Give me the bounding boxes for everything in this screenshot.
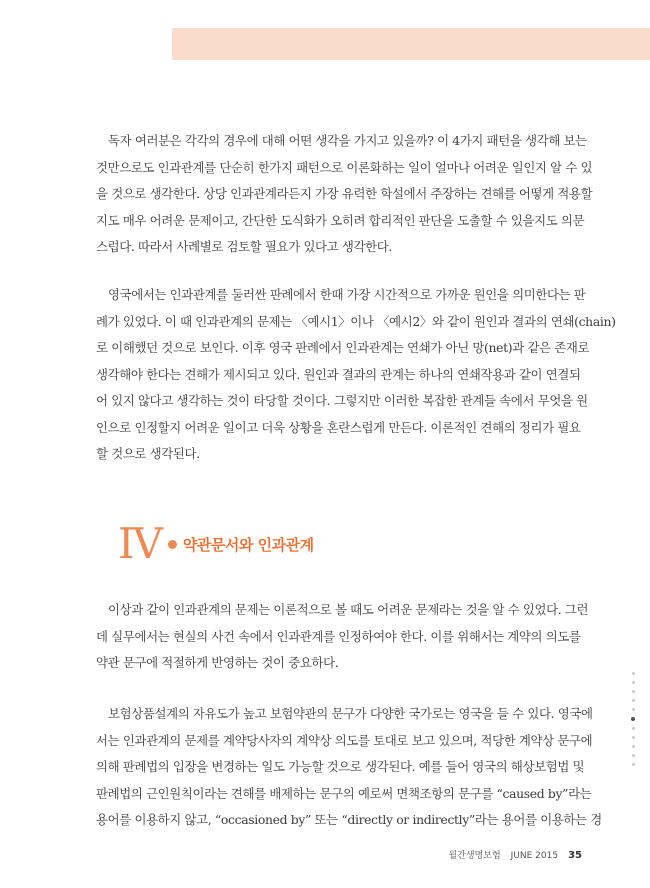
header-color-band: [172, 28, 650, 60]
issue-date: JUNE 2015: [510, 851, 559, 861]
page-number: 35: [568, 850, 582, 861]
text-line: 약관 문구에 적절하게 반영하는 것이 중요하다.: [96, 655, 339, 670]
section-heading: [118, 519, 314, 568]
indicator-dot: [632, 727, 635, 730]
indicator-dot: [632, 763, 635, 766]
text-line: 인으로 인정할지 어려운 일이고 더욱 상황을 혼란스럽게 만든다. 이론적인 견해의 정리가 필요: [96, 419, 581, 435]
paragraph-2: [96, 282, 616, 468]
section-numeral: IV: [118, 519, 161, 568]
text-line: 것만으로도 인과관계를 단순히 한가지 패턴으로 이론화하는 일이 얼마나 어려운 일인지 알 수 있: [96, 159, 593, 175]
paragraph-4: [96, 701, 608, 834]
indicator-dot: [632, 699, 635, 702]
indicator-dot: [632, 690, 635, 693]
text-line: 지도 매우 어려운 문제이고, 간단한 도식화가 오히려 합리적인 판단을 도출할 수 있을지도 의문: [96, 212, 585, 228]
indicator-dot-active: [631, 717, 635, 721]
text-line: 서는 인과관계의 문제를 계약당사자의 계약상 의도를 토대로 보고 있으며, 적당한 계약상 문구에: [96, 732, 593, 748]
text-line: 로 이해했던 것으로 보인다. 이후 영국 판례에서 인과관계는 연쇄가 아닌 망(net)과 같은 존재로: [96, 340, 590, 355]
text-line: 의해 판례법의 입장을 변경하는 일도 가능할 것으로 생각된다. 예를 들어 영국의 해상보험법 및: [96, 759, 585, 774]
magazine-name: 월간생명보험: [448, 851, 501, 861]
text-line: 이상과 같이 인과관계의 문제는 이론적으로 볼 때도 어려운 문제라는 것을 알 수 있었다. 그런: [108, 602, 589, 617]
text-line: 례가 있었다. 이 때 인과관계의 문제는 〈예시1〉이나 〈예시2〉와 같이 원인과 결과의 연쇄(chain): [96, 313, 616, 329]
page-footer: [448, 848, 582, 861]
text-line: 보험상품설계의 자유도가 높고 보험약관의 문구가 다양한 국가로는 영국을 들 수 있다. 영국에: [108, 706, 593, 721]
page-indicator-dots: [631, 672, 637, 772]
bullet-dot-icon: [168, 540, 177, 549]
text-line: 영국에서는 인과관계를 둘러싼 판례에서 한때 가장 시간적으로 가까운 원인을 의미한다는 판: [108, 287, 586, 302]
text-line: 스럽다. 따라서 사례별로 검토할 필요가 있다고 생각한다.: [96, 239, 392, 254]
text-line: 용어를 이용하지 않고, “occasioned by” 또는 “directly or indirectly”라는 용어를 이용하는 경: [96, 812, 602, 827]
indicator-dot: [632, 754, 635, 757]
indicator-dot: [632, 708, 635, 711]
paragraph-3: [96, 597, 608, 677]
indicator-dot: [632, 736, 635, 739]
text-line: 생각해야 한다는 견해가 제시되고 있다. 원인과 결과의 관계는 하나의 연쇄작용과 같이 연결되: [96, 366, 581, 382]
text-line: 할 것으로 생각된다.: [96, 446, 200, 461]
text-line: 을 것으로 생각한다. 상당 인과관계라든지 가장 유력한 학설에서 주장하는 견해를 어떻게 적용할: [96, 186, 593, 201]
indicator-dot: [632, 745, 635, 748]
paragraph-1: [96, 128, 608, 261]
text-line: 판례법의 근인원칙이라는 견해를 배제하는 문구의 예로써 면책조항의 문구를 “caused by”라는: [96, 785, 592, 801]
text-line: 어 있지 않다고 생각하는 것이 타당할 것이다. 그렇지만 이러한 복잡한 관계들 속에서 무엇을 원: [96, 393, 588, 408]
text-line: 독자 여러분은 각각의 경우에 대해 어떤 생각을 가지고 있을까? 이 4가지 패턴을 생각해 보는: [108, 133, 587, 148]
text-line: 데 실무에서는 현실의 사건 속에서 인과관계를 인정하여야 한다. 이를 위해서는 계약의 의도를: [96, 628, 581, 644]
indicator-dot: [632, 672, 635, 675]
indicator-dot: [632, 681, 635, 684]
section-title: 약관문서와 인과관계: [182, 535, 314, 554]
